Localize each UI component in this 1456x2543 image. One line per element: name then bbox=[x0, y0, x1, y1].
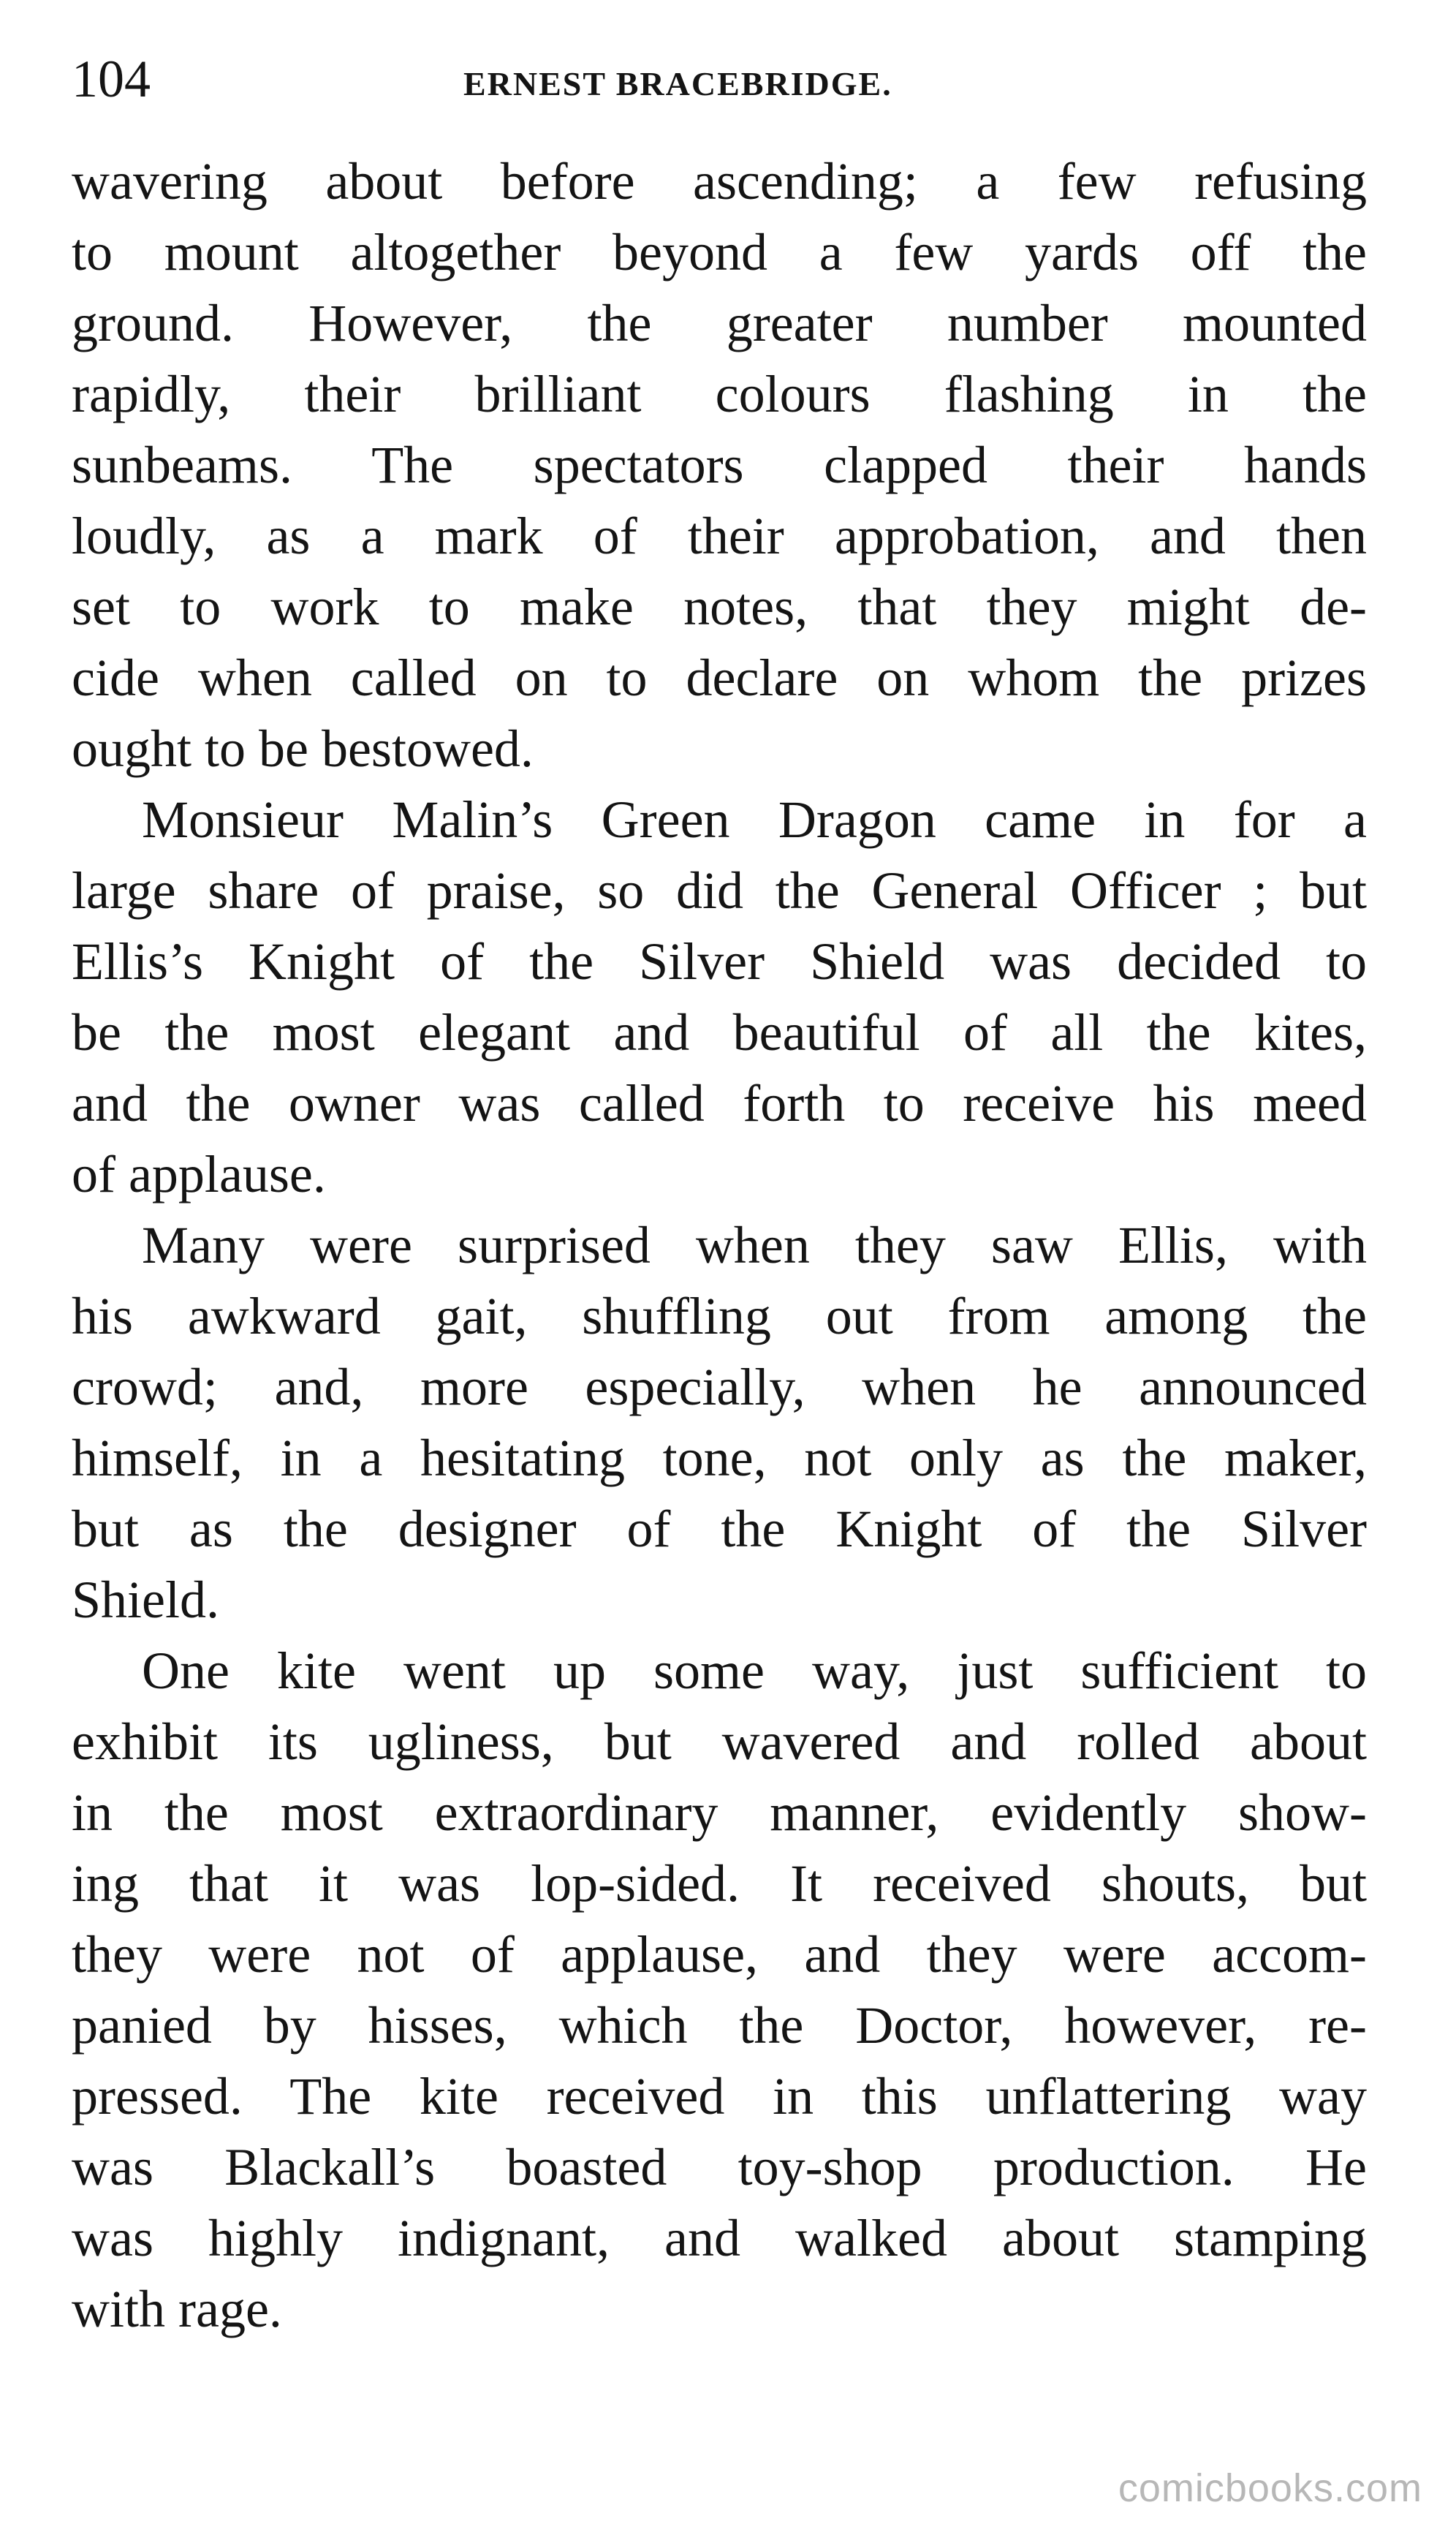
text-line: with rage. bbox=[72, 2280, 282, 2338]
page-number: 104 bbox=[72, 50, 151, 108]
text-line: of applause. bbox=[72, 1145, 326, 1204]
text-line: his awkward gait, shuffling out from among the bbox=[72, 1287, 1367, 1345]
text-line: sunbeams. The spectators clapped their hands bbox=[72, 436, 1367, 494]
text-line: One kite went up some way, just sufficient to bbox=[142, 1641, 1367, 1700]
text-line: pressed. The kite received in this unflattering way bbox=[72, 2067, 1367, 2126]
text-line: wavering about before ascending; a few refusing bbox=[72, 152, 1367, 211]
text-line: cide when called on to declare on whom the prizes bbox=[72, 649, 1367, 707]
watermark: comicbooks.com bbox=[1118, 2466, 1422, 2510]
text-line: panied by hisses, which the Doctor, however, re- bbox=[72, 1996, 1367, 2055]
text-line: loudly, as a mark of their approbation, and then bbox=[72, 507, 1367, 565]
text-line: ing that it was lop-sided. It received shouts, but bbox=[72, 1854, 1367, 1913]
text-line: set to work to make notes, that they might de- bbox=[72, 578, 1367, 636]
text-line: they were not of applause, and they were accom- bbox=[72, 1925, 1367, 1984]
text-line: and the owner was called forth to receive his meed bbox=[72, 1074, 1367, 1133]
text-line: exhibit its ugliness, but wavered and rolled about bbox=[72, 1712, 1367, 1771]
text-line: was highly indignant, and walked about stamping bbox=[72, 2209, 1367, 2267]
text-line: to mount altogether beyond a few yards off the bbox=[72, 223, 1367, 281]
text-line: Monsieur Malin’s Green Dragon came in for a bbox=[142, 790, 1367, 849]
text-line: ought to be bestowed. bbox=[72, 719, 534, 778]
text-line: Shield. bbox=[72, 1571, 220, 1629]
body-text bbox=[72, 146, 1367, 2345]
running-head: ERNEST BRACEBRIDGE. bbox=[463, 65, 892, 102]
text-line: Ellis’s Knight of the Silver Shield was decided to bbox=[72, 932, 1367, 991]
text-line: large share of praise, so did the General Officer ; but bbox=[72, 861, 1367, 920]
page-header bbox=[72, 45, 1373, 118]
text-line: but as the designer of the Knight of the Silver bbox=[72, 1500, 1367, 1558]
text-line: ground. However, the greater number mounted bbox=[72, 294, 1367, 352]
text-line: rapidly, their brilliant colours flashing in the bbox=[72, 365, 1367, 423]
text-line: in the most extraordinary manner, evidently show- bbox=[72, 1783, 1367, 1842]
text-line: Many were surprised when they saw Ellis, with bbox=[142, 1216, 1367, 1274]
text-line: crowd; and, more especially, when he announced bbox=[72, 1358, 1367, 1416]
text-line: be the most elegant and beautiful of all the kites, bbox=[72, 1003, 1367, 1062]
text-line: himself, in a hesitating tone, not only as the maker, bbox=[72, 1429, 1367, 1487]
text-line: was Blackall’s boasted toy-shop production. He bbox=[72, 2138, 1367, 2196]
